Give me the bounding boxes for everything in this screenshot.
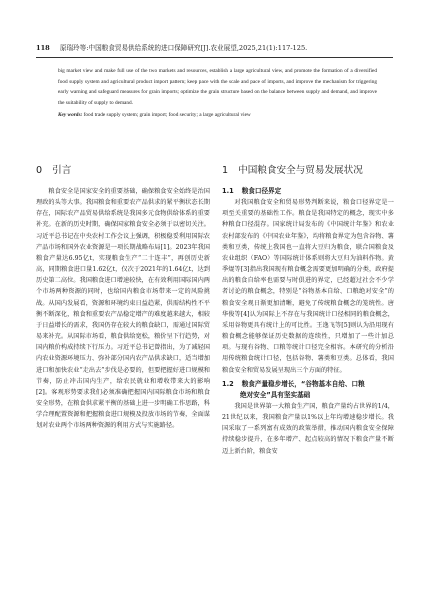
english-abstract: [58, 66, 377, 121]
subsection-1-2-number: 1.2: [222, 379, 234, 388]
keywords-text: food trade supply system; grain import; food security; a large agricultural view: [83, 112, 251, 119]
keywords-line: [58, 110, 377, 121]
header-rule: [36, 57, 393, 58]
subsection-1-1-title: 粮食口径界定: [241, 187, 282, 195]
subsection-1-1-number: 1.1: [222, 187, 234, 195]
subsection-1-2-title-line2: 绝对安全”具有坚实基础: [240, 390, 311, 399]
keywords-label: Key words:: [58, 112, 83, 119]
section-0-title: 引言: [52, 165, 72, 176]
intro-paragraph: 粮食安全是国家安全的重要基础，确保粮食安全始终是治国理政的头等大事。我国粮食和重要农产品供求的紧平衡状态长期存在，国际农产品贸易供给系统是我国多元食物供给体系的重要补充。在新的历史时期，确保国家粮食安全必须于以密切关注。习近平总书记在中央农村工作会议上强调，积极稳妥利用国际农产品市场和国外农业资源是一项长期战略布局[1]。2023年我国粮食产量达6.95亿t，实现粮食生产“二十连丰”，再创历史新高，同期粮食进口量1.62亿t，仅次于2021年的1.64亿t，达到历史第二高位。我国粮食进口增速较快，在有效利用国际国内两个市场两种资源的同时，也给国内粮食市场带来一定的风险挑战。从国内发展看，资源和环境约束日益趋紧，供需结构性不平衡不断深化，粮食和重要农产品稳定增产的难度越来越大，相较于日益增长的需求，我国仍存在较大的粮食缺口，需通过国际贸易来补充。从国际市场看，粮食供给宽松，粮价呈下行趋势，对国内粮价构成持续下行压力。习近平总书记曾指出，为了减轻国内农业资源环境压力、弥补部分国内农产品供求缺口，适当增加进口和加快农业“走出去”步伐是必要的，但要把握好进口规模和节奏，防止冲击国内生产，给农民就业和增收带来大的影响[2]。客观形势要求我们必须准确把握国内国际粮食市场和粮食安全形势，在粮食供求紧平衡的基础上进一步明确工作思路，科学合理配置资源和把握粮食进口规模及投放市场的节奏，全面谋划对农业两个市场两种资源的利用方式与实施路径。: [36, 188, 210, 430]
subsection-1-1-heading: [222, 186, 394, 197]
running-header: [36, 42, 393, 54]
subsection-1-1-paragraph: 对我国粮食安全和贸易形势判断来说，粮食口径界定是一项至关重要的基础性工作。粮食是我国特定的概念，现实中多种粮食口径混存。国家统计局发布的《中国统计年鉴》和农业农村部发布的《中国农业年鉴》，均将粮食界定为包含谷物、薯类和豆类，传统上我国也一直将大豆归为粮食，联合国粮食及农业组织（FAO）等国际统计体系则将大豆归为油料作物。黄季焜等[3]指出我国现有粮食概念需要更加明确的分类，政府提出的粮食自给率也需要与时俱进的界定，已经超过社会不少学者讨论的粮食概念，特别是“谷物基本自给、口粮绝对安全”的粮食安全观日渐更加清晰，避免了传统粮食概念的笼统性。唐华俊等[4]认为国际上不存在与我国统计口径相同的粮食概念，采用谷物更具有统计上的可比性。王逸飞等[5]则认为沿用现有粮食概念能够保证历史数据的连续性，只增加了一些计加总项。与现有谷物、口粮等统计口径完全相容。本研究的分析沿用传统粮食统计口径，包括谷物、薯类和豆类。总体看，我国粮食安全和贸易发展呈现出三个方面的特征。: [222, 199, 394, 374]
subsection-1-2-heading: [222, 379, 394, 401]
page-number: 118: [36, 44, 50, 52]
section-1-title: 中国粮食安全与贸易发展状况: [238, 165, 363, 176]
section-1-number: 1: [222, 165, 229, 176]
running-title: 原瑞玲等:中国粮食贸易供给系统的进口保障研究[J].农业展望,2025,21(1):117-125.: [59, 44, 308, 52]
section-0-number: 0: [36, 165, 43, 176]
subsection-1-2-paragraph: 我国是世界第一大粮食生产国，粮食产量约占世界的1/4，21世纪以来，我国粮食产量以1%以上年均增速稳步增长。我国采取了一系列富有成效的政策举措，推动国内粮食安全保障持续稳步提升，在多年增产、起点较高的情况下粮食产量不断迈上新台阶，粮食安: [222, 402, 394, 455]
subsection-1-2-title-line1: 粮食产量稳步增长，“谷物基本自给、口粮: [241, 379, 365, 388]
left-column: [36, 164, 210, 431]
section-0-heading: [36, 164, 210, 178]
section-1-heading: [222, 164, 394, 178]
right-column: [222, 164, 394, 457]
abstract-text: big market view and make full use of the two markets and resources, establish a large agricultural view, and promote the formation of a diversified food supply system and agricultural product import pattern; keep pace with the scale and pace of imports, and improve the mechanism for triggering early warning and safeguard measures for grain imports; optimize the grain structure based on the balance between supply and demand, and improve the suitability of supply to demand.: [58, 68, 377, 106]
